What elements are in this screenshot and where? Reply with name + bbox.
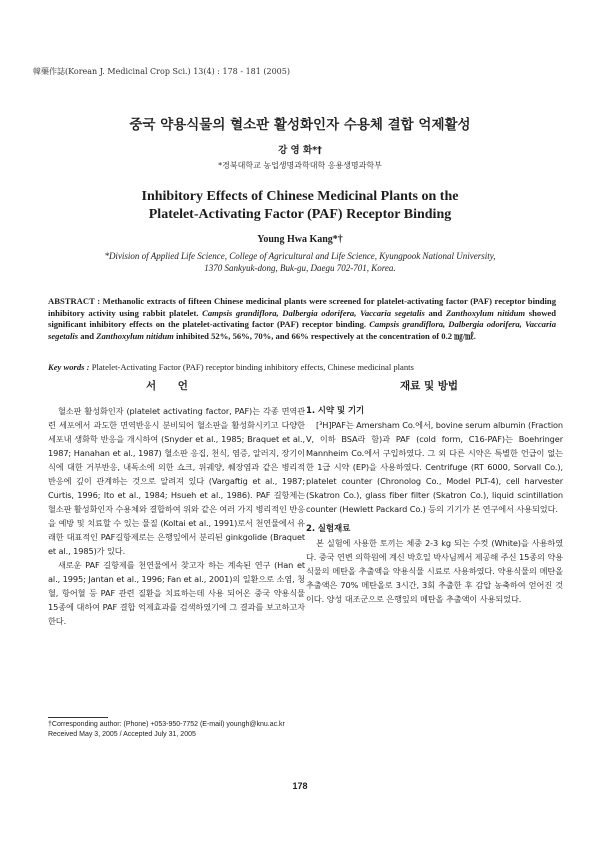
abstract-text: inhibited 52%, 56%, 70%, and 66% respectively at the concentration of 0.2 ㎎/㎖. xyxy=(173,330,476,341)
subsection-heading-reagents: 1. 시약 및 기기 xyxy=(306,406,365,416)
title-english-line1: Inhibitory Effects of Chinese Medicinal Plants on the xyxy=(141,189,459,204)
footnote-received: Received May 3, 2005 / Accepted July 31, 2005 xyxy=(48,731,196,738)
affiliation-english-line1: *Division of Applied Life Science, College of Agricultural and Life Science, Kyungpook National University, xyxy=(104,251,496,261)
right-column xyxy=(306,404,563,606)
left-column xyxy=(48,404,305,628)
abstract-label: ABSTRACT : xyxy=(48,296,101,306)
abstract-species: Campsis grandiflora, Dalbergia odorifera, Vaccaria segetalis xyxy=(202,307,425,318)
footnote-corresponding: †Corresponding author: (Phone) +053-950-7752 (E-mail) youngh@knu.ac.kr xyxy=(48,721,285,728)
footnote xyxy=(48,720,285,740)
affiliation-english-line2: 1370 Sankyuk-dong, Buk-gu, Daegu 702-701, Korea. xyxy=(204,263,396,273)
section-heading-methods: 재료 및 방법 xyxy=(400,380,459,392)
title-english xyxy=(0,188,600,224)
methods-paragraph: 본 실험에 사용한 토끼는 체중 2-3 kg 되는 수컷 (White)을 사용하였다. 중국 연변 의학원에 계신 박호일 박사님께서 제공해 주신 15종의 약용식물의 메탄올 추출액을 약용식물 시료로 사용하였다. 약용식물의 메탄올 추출액은 70% 메탄올로 3시간, 3회 추출한 후 감압 농축하여 얻어진 것이다. 양성 대조군으로 은행잎의 메탄올 추출액이 사용되었다. xyxy=(306,538,563,604)
abstract-species: Zanthoxylum nitidum xyxy=(96,330,174,341)
author-korean: 강 영 화*† xyxy=(278,145,322,156)
abstract-species: Zanthoxylum nitidum xyxy=(446,307,526,318)
keywords-text: Platelet-Activating Factor (PAF) receptor binding inhibitory effects, Chinese medicinal plants xyxy=(89,362,414,372)
abstract-species: Campsis grandiflora, Dalbergia odorifera, Vaccaria segetalis xyxy=(48,319,556,341)
author-english: Young Hwa Kang*† xyxy=(257,234,343,245)
keywords xyxy=(48,362,558,372)
affiliation-korean: *경북대학교 농업생명과학대학 응용생명과학부 xyxy=(218,161,382,170)
title-korean: 중국 약용식물의 혈소판 활성화인자 수용체 결합 억제활성 xyxy=(129,117,471,133)
keywords-label: Key words : xyxy=(48,362,90,372)
abstract-text: and xyxy=(424,307,446,318)
abstract xyxy=(48,296,556,342)
footnote-divider xyxy=(48,717,108,718)
subsection-heading-materials: 2. 실험재료 xyxy=(306,524,351,534)
intro-paragraph: 혈소판 활성화인자 (platelet activating factor, PAF)는 각종 면역관련 세포에서 과도한 면역반응시 분비되어 혈소판을 활성화시키고 다양한 세포내 생화학 반응을 개시하여 (Snyder et al., 1985; Braquet et al., 1987; Hanahan et al., 1987) 혈소판 응집, 천식, 염증, 알러지, 장기이식에 대한 거부반응, 내독소에 의한 쇼크, 위궤양, 췌장염과 같은 병리적 반응에 깊이 관계하는 것으로 알려져 있다 (Vargaftig et al., 1987; Curtis, 1996; Ito et al., 1984; Hsueh et al., 1986). PAF 길항제는 혈소판 활성화인자 수용체와 결합하여 위와 같은 여러 가지 병리적인 반응을 예방 및 치료할 수 있는 물질 (Koltai et al., 1991)로서 천연물에서 유래한 대표적인 PAF길항제로는 은행잎에서 분리된 ginkgolide (Braquet et al., 1985)가 있다. xyxy=(48,406,305,556)
section-heading-introduction: 서 언 xyxy=(146,380,188,392)
abstract-text: and xyxy=(78,330,97,341)
abstract-text: Methanolic extracts of fifteen Chinese medicinal plants were screened for platelet-activating factor (PAF) receptor binding inhibitory activity using rabbit platelet. xyxy=(48,296,557,318)
abstract-text: showed significant inhibitory effects on the platelet-activating factor (PAF) receptor binding. xyxy=(48,307,557,330)
methods-paragraph: [³H]PAF는 Amersham Co.에서, bovine serum albumin (Fraction V, 이하 BSA라 함)과 PAF (cold form, C16-PAF)는 Boehringer Mannheim Co.에서 구입하였다. 그 외 다른 시약은 특별한 언급이 없는 한 1급 시약 (EP)을 사용하였다. Centrifuge (RT 6000, Sorvall Co.), platelet counter (Chronolog Co., Model PLT-4), cell harvester (Skatron Co.), glass fiber filter (Skatron Co.), liquid scintillation counter (Hewlett Packard Co.) 등의 기기가 본 연구에서 사용되었다. xyxy=(306,420,563,514)
affiliation-english xyxy=(0,250,600,274)
journal-header: 韓藥作誌(Korean J. Medicinal Crop Sci.) 13(4) : 178 - 181 (2005) xyxy=(33,67,290,76)
page-number: 178 xyxy=(292,781,308,791)
intro-paragraph: 새로운 PAF 길항제를 천연물에서 찾고자 하는 계속된 연구 (Han et al., 1995; Jantan et al., 1996; Fan et al., 2001)의 일환으로 소염, 청혈, 항어혈 등 PAF 관련 질환을 치료하는데 사용 되어온 중국 약용식물 15종에 대하여 PAF 결합 억제효과를 검색하였기에 그 결과를 보고하고자 한다. xyxy=(48,560,305,626)
title-english-line2: Platelet-Activating Factor (PAF) Receptor Binding xyxy=(148,207,452,222)
